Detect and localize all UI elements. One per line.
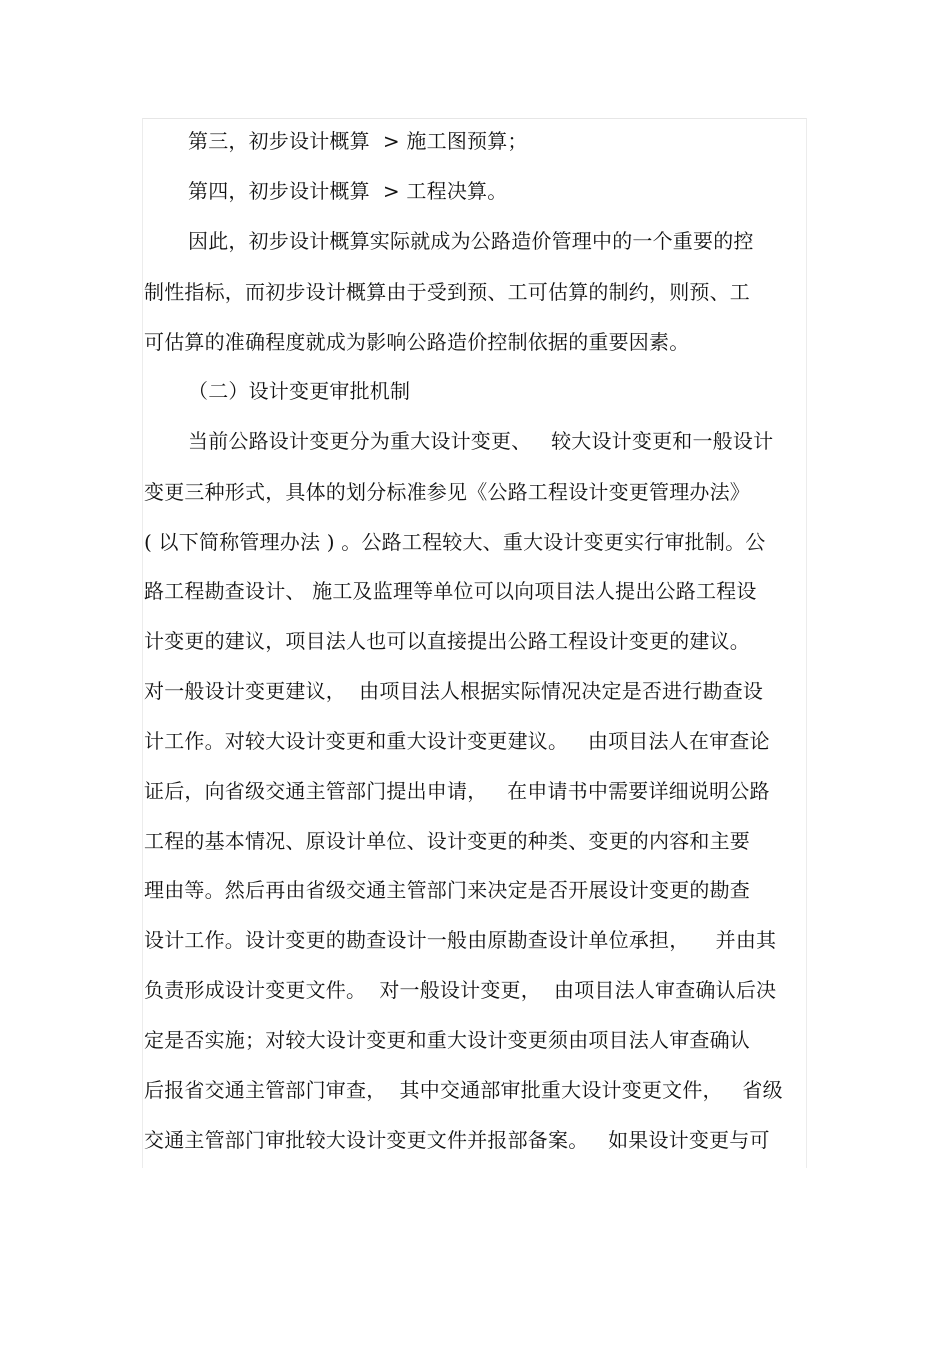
- text-line: 制性指标，而初步设计概算由于受到预、工可估算的制约，则预、工: [144, 280, 750, 304]
- text-line: 第三，初步设计概算 > 施工图预算；: [188, 129, 528, 153]
- text-line: 路工程勘查设计、 施工及监理等单位可以向项目法人提出公路工程设: [144, 579, 757, 603]
- text-line: ( 以下简称管理办法 ) 。公路工程较大、重大设计变更实行审批制。公: [144, 530, 766, 554]
- text-line: 可估算的准确程度就成为影响公路造价控制依据的重要因素。: [144, 330, 690, 354]
- text-line: 当前公路设计变更分为重大设计变更、 较大设计变更和一般设计: [188, 429, 774, 453]
- text-line: 后报省交通主管部门审查， 其中交通部审批重大设计变更文件， 省级: [144, 1078, 783, 1102]
- text-line: 证后，向省级交通主管部门提出申请， 在申请书中需要详细说明公路: [144, 779, 770, 803]
- text-line: 负责形成设计变更文件。 对一般设计变更， 由项目法人审查确认后决: [144, 978, 777, 1002]
- text-line: 第四，初步设计概算 > 工程决算。: [188, 179, 508, 203]
- text-line: 变更三种形式，具体的划分标准参见《公路工程设计变更管理办法》: [144, 480, 750, 504]
- text-line: 对一般设计变更建议， 由项目法人根据实际情况决定是否进行勘查设: [144, 679, 764, 703]
- text-line: 工程的基本情况、原设计单位、设计变更的种类、变更的内容和主要: [144, 829, 750, 853]
- text-line: 交通主管部门审批较大设计变更文件并报部备案。 如果设计变更与可: [144, 1128, 770, 1152]
- text-line: 计工作。对较大设计变更和重大设计变更建议。 由项目法人在审查论: [144, 729, 770, 753]
- text-line: 设计工作。设计变更的勘查设计一般由原勘查设计单位承担， 并由其: [144, 928, 777, 952]
- text-line: 理由等。然后再由省级交通主管部门来决定是否开展设计变更的勘查: [144, 878, 750, 902]
- section-heading: （二）设计变更审批机制: [188, 379, 411, 403]
- text-line: 计变更的建议，项目法人也可以直接提出公路工程设计变更的建议。: [144, 629, 750, 653]
- text-line: 定是否实施；对较大设计变更和重大设计变更须由项目法人审查确认: [144, 1028, 750, 1052]
- text-line: 因此，初步设计概算实际就成为公路造价管理中的一个重要的控: [188, 229, 754, 253]
